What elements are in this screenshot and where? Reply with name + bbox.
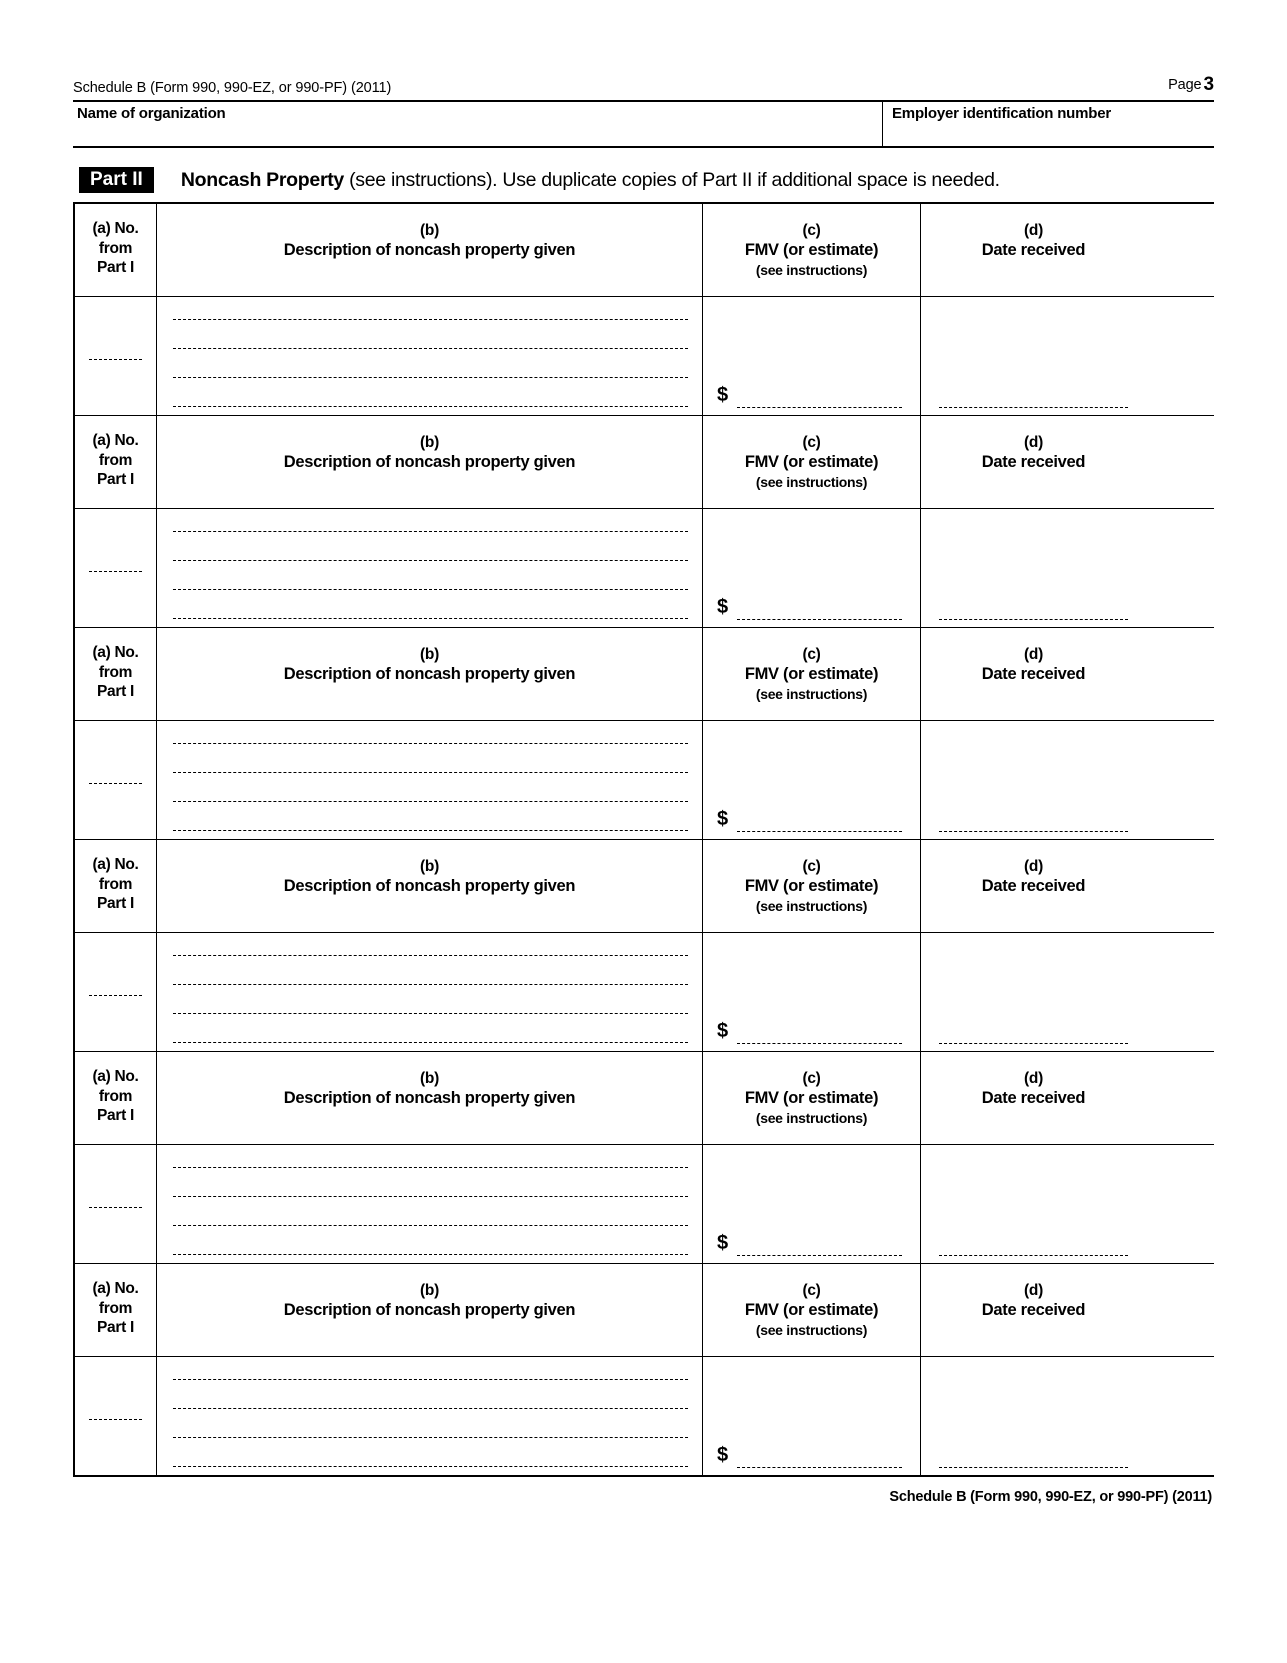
date-received-rule xyxy=(939,1255,1128,1256)
page-label: Page xyxy=(1168,77,1202,93)
column-d-tag: (d) xyxy=(1024,646,1043,663)
entry-fmv-cell[interactable] xyxy=(703,933,921,1051)
property-entry-row xyxy=(75,297,1214,415)
column-d-title: Date received xyxy=(981,877,1086,896)
currency-symbol: $ xyxy=(717,1232,729,1254)
column-c-title: FMV (or estimate) xyxy=(744,665,879,684)
entry-description-cell[interactable] xyxy=(157,933,703,1051)
column-a-line3: Part I xyxy=(97,683,134,701)
entry-number-cell[interactable] xyxy=(75,933,157,1051)
column-header-row xyxy=(75,628,1214,721)
noncash-property-table xyxy=(73,202,1214,1477)
currency-symbol: $ xyxy=(717,1444,729,1466)
description-rule-4 xyxy=(173,1254,688,1255)
column-b-tag: (b) xyxy=(420,222,439,239)
column-c-title: FMV (or estimate) xyxy=(744,1301,879,1320)
column-d-tag: (d) xyxy=(1024,1070,1043,1087)
column-c-subtitle: (see instructions) xyxy=(755,262,868,278)
entry-number-cell[interactable] xyxy=(75,1357,157,1475)
column-header-b xyxy=(157,628,703,720)
employer-identification-number-field[interactable] xyxy=(883,102,1214,146)
entry-fmv-cell[interactable] xyxy=(703,1145,921,1263)
description-rule-2 xyxy=(173,984,688,985)
column-b-tag: (b) xyxy=(420,1282,439,1299)
page-footer xyxy=(73,1477,1214,1505)
description-rule-2 xyxy=(173,772,688,773)
column-b-title: Description of noncash property given xyxy=(283,1089,576,1108)
description-rule-4 xyxy=(173,830,688,831)
column-a-line1: (a) No. xyxy=(92,856,139,873)
part-title xyxy=(181,169,1000,192)
page-header xyxy=(73,74,1214,100)
column-a-line2: from xyxy=(98,663,133,681)
column-header-row xyxy=(75,840,1214,933)
column-a-line3: Part I xyxy=(97,895,134,913)
description-rule-1 xyxy=(173,1167,688,1168)
column-b-tag: (b) xyxy=(420,646,439,663)
entry-fmv-cell[interactable] xyxy=(703,297,921,415)
entry-number-rule xyxy=(89,571,142,572)
fmv-rule xyxy=(737,1043,902,1044)
column-header-d xyxy=(921,416,1146,508)
column-d-title: Date received xyxy=(981,241,1086,260)
description-rule-1 xyxy=(173,955,688,956)
entry-date-cell[interactable] xyxy=(921,297,1146,415)
entry-number-rule xyxy=(89,359,142,360)
column-b-title: Description of noncash property given xyxy=(283,241,576,260)
entry-number-rule xyxy=(89,1419,142,1420)
fmv-rule xyxy=(737,831,902,832)
column-b-tag: (b) xyxy=(420,434,439,451)
column-a-line3: Part I xyxy=(97,1107,134,1125)
column-header-a xyxy=(75,416,157,508)
currency-symbol: $ xyxy=(717,596,729,618)
column-header-b xyxy=(157,1264,703,1356)
description-rule-1 xyxy=(173,319,688,320)
entry-date-cell[interactable] xyxy=(921,721,1146,839)
description-rule-2 xyxy=(173,348,688,349)
column-header-row xyxy=(75,204,1214,297)
column-c-title: FMV (or estimate) xyxy=(744,241,879,260)
column-d-title: Date received xyxy=(981,665,1086,684)
column-header-b xyxy=(157,204,703,296)
entry-date-cell[interactable] xyxy=(921,1145,1146,1263)
property-entry-block xyxy=(75,1052,1214,1264)
column-c-tag: (c) xyxy=(802,434,821,451)
currency-symbol: $ xyxy=(717,1020,729,1042)
column-a-line1: (a) No. xyxy=(92,1280,139,1297)
property-entry-block xyxy=(75,416,1214,628)
entry-description-cell[interactable] xyxy=(157,1357,703,1475)
column-d-tag: (d) xyxy=(1024,858,1043,875)
entry-number-cell[interactable] xyxy=(75,1145,157,1263)
description-rule-4 xyxy=(173,1042,688,1043)
column-header-c xyxy=(703,840,921,932)
column-a-line1: (a) No. xyxy=(92,432,139,449)
entry-number-cell[interactable] xyxy=(75,509,157,627)
entry-number-rule xyxy=(89,995,142,996)
footer-form-reference: Schedule B (Form 990, 990-EZ, or 990-PF) (2011) xyxy=(889,1489,1212,1505)
entry-description-cell[interactable] xyxy=(157,509,703,627)
column-header-c xyxy=(703,1052,921,1144)
entry-number-rule xyxy=(89,783,142,784)
description-rule-3 xyxy=(173,377,688,378)
column-c-title: FMV (or estimate) xyxy=(744,877,879,896)
column-d-title: Date received xyxy=(981,453,1086,472)
column-d-tag: (d) xyxy=(1024,222,1043,239)
entry-number-rule xyxy=(89,1207,142,1208)
column-d-tag: (d) xyxy=(1024,1282,1043,1299)
form-sheet xyxy=(73,74,1214,1505)
page-number-indicator xyxy=(1168,74,1214,96)
description-rule-3 xyxy=(173,589,688,590)
column-c-subtitle: (see instructions) xyxy=(755,1322,868,1338)
entry-date-cell[interactable] xyxy=(921,509,1146,627)
column-b-title: Description of noncash property given xyxy=(283,453,576,472)
column-header-d xyxy=(921,1264,1146,1356)
property-entry-row xyxy=(75,1145,1214,1263)
description-rule-2 xyxy=(173,1408,688,1409)
part-title-bold: Noncash Property xyxy=(180,168,344,191)
date-received-rule xyxy=(939,1467,1128,1468)
entry-number-cell[interactable] xyxy=(75,721,157,839)
property-entry-block xyxy=(75,840,1214,1052)
column-a-line3: Part I xyxy=(97,1319,134,1337)
currency-symbol: $ xyxy=(717,384,729,406)
column-a-line2: from xyxy=(98,875,133,893)
fmv-rule xyxy=(737,407,902,408)
description-rule-4 xyxy=(173,1466,688,1467)
column-header-c xyxy=(703,416,921,508)
property-entry-row xyxy=(75,1357,1214,1475)
entry-date-cell[interactable] xyxy=(921,1357,1146,1475)
property-entry-row xyxy=(75,933,1214,1051)
column-header-a xyxy=(75,840,157,932)
part-badge: Part II xyxy=(79,167,154,194)
column-a-line2: from xyxy=(98,1087,133,1105)
column-a-line2: from xyxy=(98,239,133,257)
column-b-title: Description of noncash property given xyxy=(283,665,576,684)
column-b-tag: (b) xyxy=(420,1070,439,1087)
column-c-tag: (c) xyxy=(802,646,821,663)
column-header-row xyxy=(75,1264,1214,1357)
part-heading xyxy=(73,158,1214,202)
entry-description-cell[interactable] xyxy=(157,1145,703,1263)
column-c-subtitle: (see instructions) xyxy=(755,686,868,702)
date-received-rule xyxy=(939,831,1128,832)
page-number: 3 xyxy=(1203,74,1214,95)
name-of-organization-label: Name of organization xyxy=(77,105,226,122)
column-b-tag: (b) xyxy=(420,858,439,875)
column-a-line1: (a) No. xyxy=(92,644,139,661)
column-c-subtitle: (see instructions) xyxy=(755,898,868,914)
column-c-tag: (c) xyxy=(802,1070,821,1087)
entry-fmv-cell[interactable] xyxy=(703,1357,921,1475)
column-header-b xyxy=(157,1052,703,1144)
column-header-a xyxy=(75,1052,157,1144)
column-header-a xyxy=(75,628,157,720)
column-a-line3: Part I xyxy=(97,471,134,489)
column-a-line3: Part I xyxy=(97,259,134,277)
column-header-row xyxy=(75,1052,1214,1145)
description-rule-2 xyxy=(173,1196,688,1197)
column-c-subtitle: (see instructions) xyxy=(755,474,868,490)
organization-identity-bar xyxy=(73,100,1214,148)
column-c-tag: (c) xyxy=(802,222,821,239)
part-title-rest: (see instructions). Use duplicate copies of Part II if additional space is needed. xyxy=(343,168,1000,191)
fmv-rule xyxy=(737,1255,902,1256)
column-header-c xyxy=(703,204,921,296)
column-c-title: FMV (or estimate) xyxy=(744,1089,879,1108)
fmv-rule xyxy=(737,1467,902,1468)
entry-fmv-cell[interactable] xyxy=(703,721,921,839)
description-rule-3 xyxy=(173,801,688,802)
name-of-organization-field[interactable] xyxy=(73,102,883,146)
column-a-line2: from xyxy=(98,451,133,469)
column-b-title: Description of noncash property given xyxy=(283,1301,576,1320)
description-rule-1 xyxy=(173,1379,688,1380)
employer-identification-number-label: Employer identification number xyxy=(892,105,1112,122)
entry-description-cell[interactable] xyxy=(157,297,703,415)
date-received-rule xyxy=(939,619,1128,620)
fmv-rule xyxy=(737,619,902,620)
column-d-title: Date received xyxy=(981,1301,1086,1320)
description-rule-3 xyxy=(173,1437,688,1438)
column-header-b xyxy=(157,840,703,932)
description-rule-3 xyxy=(173,1225,688,1226)
column-d-tag: (d) xyxy=(1024,434,1043,451)
column-c-tag: (c) xyxy=(802,858,821,875)
description-rule-4 xyxy=(173,618,688,619)
column-header-a xyxy=(75,204,157,296)
column-header-row xyxy=(75,416,1214,509)
column-a-line1: (a) No. xyxy=(92,220,139,237)
column-header-d xyxy=(921,204,1146,296)
column-c-subtitle: (see instructions) xyxy=(755,1110,868,1126)
column-c-title: FMV (or estimate) xyxy=(744,453,879,472)
column-header-b xyxy=(157,416,703,508)
column-a-line1: (a) No. xyxy=(92,1068,139,1085)
entry-description-cell[interactable] xyxy=(157,721,703,839)
date-received-rule xyxy=(939,407,1128,408)
entry-number-cell[interactable] xyxy=(75,297,157,415)
description-rule-4 xyxy=(173,406,688,407)
date-received-rule xyxy=(939,1043,1128,1044)
column-header-a xyxy=(75,1264,157,1356)
property-entry-block xyxy=(75,1264,1214,1475)
column-header-d xyxy=(921,628,1146,720)
description-rule-1 xyxy=(173,531,688,532)
description-rule-3 xyxy=(173,1013,688,1014)
column-c-tag: (c) xyxy=(802,1282,821,1299)
column-header-d xyxy=(921,1052,1146,1144)
column-d-title: Date received xyxy=(981,1089,1086,1108)
form-reference-label: Schedule B (Form 990, 990-EZ, or 990-PF) (2011) xyxy=(73,80,392,96)
column-header-c xyxy=(703,628,921,720)
property-entry-row xyxy=(75,509,1214,627)
property-entry-block xyxy=(75,628,1214,840)
column-header-c xyxy=(703,1264,921,1356)
property-entry-block xyxy=(75,204,1214,416)
description-rule-1 xyxy=(173,743,688,744)
column-header-d xyxy=(921,840,1146,932)
column-b-title: Description of noncash property given xyxy=(283,877,576,896)
property-entry-row xyxy=(75,721,1214,839)
column-a-line2: from xyxy=(98,1299,133,1317)
description-rule-2 xyxy=(173,560,688,561)
entry-fmv-cell[interactable] xyxy=(703,509,921,627)
currency-symbol: $ xyxy=(717,808,729,830)
entry-date-cell[interactable] xyxy=(921,933,1146,1051)
